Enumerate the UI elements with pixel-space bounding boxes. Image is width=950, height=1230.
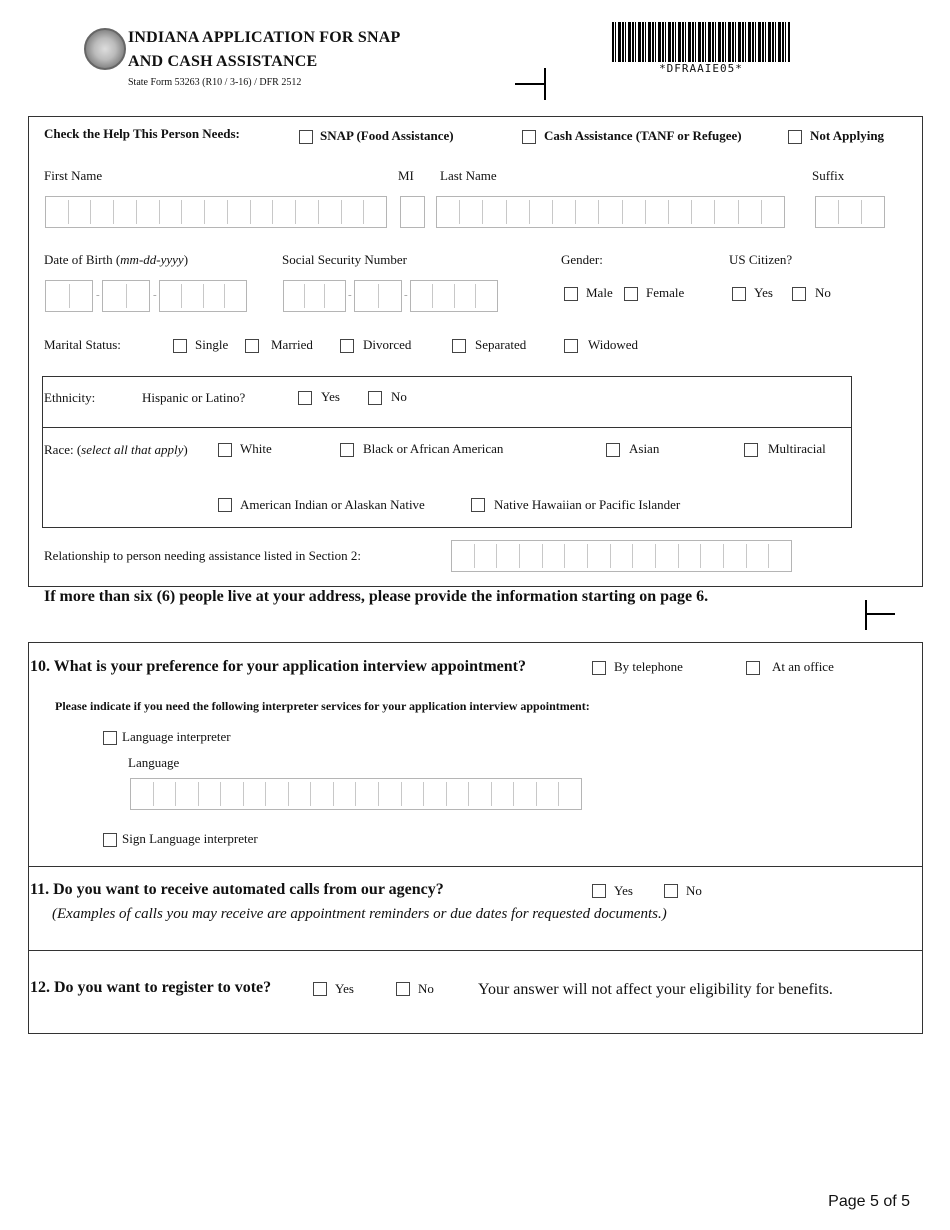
citizen-no-label: No (815, 285, 831, 300)
last-name-field[interactable] (436, 196, 785, 228)
q11-yes-label: Yes (614, 883, 633, 898)
hispanic-yes-checkbox[interactable] (298, 391, 312, 405)
hispanic-no-checkbox[interactable] (368, 391, 382, 405)
race-white-label: White (240, 441, 272, 456)
marital-separated-label: Separated (475, 337, 527, 352)
not-applying-checkbox[interactable] (788, 130, 802, 144)
q12-note: Your answer will not affect your eligibility for benefits. (478, 981, 833, 998)
barcode-icon (612, 22, 790, 62)
registration-mark-top-v (544, 68, 546, 100)
q10-interpreter-intro: Please indicate if you need the following interpreter services for your application interview appointment: (55, 699, 590, 713)
snap-label: SNAP (Food Assistance) (320, 128, 454, 143)
race-pacific-islander-label: Native Hawaiian or Pacific Islander (494, 497, 681, 512)
suffix-label: Suffix (812, 168, 845, 183)
q11-question: 11. Do you want to receive automated calls from our agency? (30, 881, 444, 898)
ssn-part3-field[interactable] (410, 280, 498, 312)
gender-male-checkbox[interactable] (564, 287, 578, 301)
race-american-indian-checkbox[interactable] (218, 498, 232, 512)
q10-question: 10. What is your preference for your application interview appointment? (30, 658, 526, 675)
first-name-label: First Name (44, 168, 103, 183)
language-interpreter-checkbox[interactable] (103, 731, 117, 745)
gender-female-checkbox[interactable] (624, 287, 638, 301)
race-multiracial-label: Multiracial (768, 441, 826, 456)
dob-dash-2: - (153, 289, 157, 301)
q12-question: 12. Do you want to register to vote? (30, 979, 272, 996)
mi-field[interactable] (400, 196, 425, 228)
q12-yes-checkbox[interactable] (313, 982, 327, 996)
citizen-yes-label: Yes (754, 285, 773, 300)
q11-no-label: No (686, 883, 702, 898)
dob-month-field[interactable] (45, 280, 93, 312)
race-asian-checkbox[interactable] (606, 443, 620, 457)
race-asian-label: Asian (629, 441, 660, 456)
marital-single-checkbox[interactable] (173, 339, 187, 353)
dob-dash-1: - (96, 289, 100, 301)
citizen-no-checkbox[interactable] (792, 287, 806, 301)
sign-interpreter-label: Sign Language interpreter (122, 831, 258, 846)
race-black-checkbox[interactable] (340, 443, 354, 457)
not-applying-label: Not Applying (810, 128, 885, 143)
last-name-label: Last Name (440, 168, 497, 183)
marital-divorced-checkbox[interactable] (340, 339, 354, 353)
q11-note: (Examples of calls you may receive are appointment reminders or due dates for requested documents.) (52, 906, 667, 922)
gender-male-label: Male (586, 285, 613, 300)
q12-no-checkbox[interactable] (396, 982, 410, 996)
race-label: Race: (select all that apply) (44, 442, 188, 457)
q10-telephone-label: By telephone (614, 659, 683, 674)
race-black-label: Black or African American (363, 441, 504, 456)
q12-no-label: No (418, 981, 434, 996)
household-notice: If more than six (6) people live at your address, please provide the information starting on page 6. (44, 588, 709, 605)
marital-separated-checkbox[interactable] (452, 339, 466, 353)
citizen-yes-checkbox[interactable] (732, 287, 746, 301)
ssn-label: Social Security Number (282, 252, 407, 267)
language-label: Language (128, 755, 180, 770)
race-pacific-islander-checkbox[interactable] (471, 498, 485, 512)
marital-widowed-label: Widowed (588, 337, 639, 352)
first-name-field[interactable] (45, 196, 387, 228)
suffix-field[interactable] (815, 196, 885, 228)
ssn-dash-2: - (404, 289, 408, 301)
state-seal-icon (84, 28, 126, 70)
marital-married-checkbox[interactable] (245, 339, 259, 353)
mi-label: MI (398, 168, 414, 183)
marital-divorced-label: Divorced (363, 337, 412, 352)
dob-day-field[interactable] (102, 280, 150, 312)
marital-label: Marital Status: (44, 337, 121, 352)
hispanic-label: Hispanic or Latino? (142, 390, 246, 405)
gender-label: Gender: (561, 252, 603, 267)
dob-label: Date of Birth (mm-dd-yyyy) (44, 252, 189, 267)
ethnicity-label: Ethnicity: (44, 390, 96, 405)
ssn-dash-1: - (348, 289, 352, 301)
registration-mark-mid-v (865, 600, 867, 630)
cash-assistance-checkbox[interactable] (522, 130, 536, 144)
marital-widowed-checkbox[interactable] (564, 339, 578, 353)
sign-interpreter-checkbox[interactable] (103, 833, 117, 847)
citizen-label: US Citizen? (729, 252, 793, 267)
q11-no-checkbox[interactable] (664, 884, 678, 898)
hispanic-no-label: No (391, 389, 407, 404)
language-interpreter-label: Language interpreter (122, 729, 231, 744)
form-title-line1: INDIANA APPLICATION FOR SNAP (128, 29, 401, 46)
marital-single-label: Single (195, 337, 229, 352)
race-white-checkbox[interactable] (218, 443, 232, 457)
relationship-label: Relationship to person needing assistance listed in Section 2: (44, 548, 362, 563)
ssn-part1-field[interactable] (283, 280, 346, 312)
barcode-text: *DFRAAIE05* (659, 62, 743, 75)
help-label: Check the Help This Person Needs: (44, 126, 240, 141)
page-number: Page 5 of 5 (828, 1193, 910, 1210)
gender-female-label: Female (646, 285, 685, 300)
race-american-indian-label: American Indian or Alaskan Native (240, 497, 425, 512)
language-field[interactable] (130, 778, 582, 810)
race-multiracial-checkbox[interactable] (744, 443, 758, 457)
snap-checkbox[interactable] (299, 130, 313, 144)
ssn-part2-field[interactable] (354, 280, 402, 312)
relationship-field[interactable] (451, 540, 792, 572)
form-id: State Form 53263 (R10 / 3-16) / DFR 2512 (128, 77, 302, 88)
cash-assistance-label: Cash Assistance (TANF or Refugee) (544, 128, 742, 143)
q10-telephone-checkbox[interactable] (592, 661, 606, 675)
hispanic-yes-label: Yes (321, 389, 340, 404)
q10-office-label: At an office (772, 659, 834, 674)
registration-mark-top (515, 83, 545, 85)
q12-yes-label: Yes (335, 981, 354, 996)
registration-mark-mid (865, 613, 895, 615)
form-title-line2: AND CASH ASSISTANCE (128, 53, 318, 70)
dob-year-field[interactable] (159, 280, 247, 312)
q11-yes-checkbox[interactable] (592, 884, 606, 898)
marital-married-label: Married (271, 337, 313, 352)
q10-office-checkbox[interactable] (746, 661, 760, 675)
